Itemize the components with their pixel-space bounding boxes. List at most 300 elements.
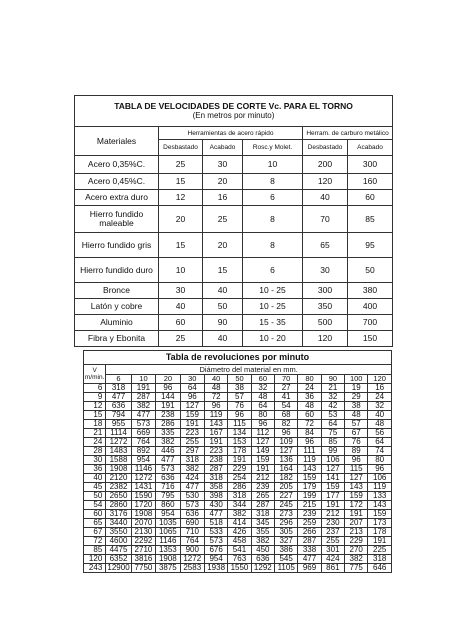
rpm-value: 573 xyxy=(156,465,180,474)
rpm-value: 1272 xyxy=(131,474,155,483)
rpm-value: 119 xyxy=(368,483,392,492)
rpm-value: 414 xyxy=(228,519,251,528)
speed-value: 30 xyxy=(303,258,348,283)
rpm-value: 199 xyxy=(298,492,321,501)
rpm-value: 573 xyxy=(131,420,155,429)
rpm-value: 74 xyxy=(368,447,392,456)
rpm-value: 136 xyxy=(275,456,298,465)
speed-value: 200 xyxy=(303,156,348,174)
speed-value: 150 xyxy=(348,331,393,347)
rpm-value: 84 xyxy=(298,429,321,438)
rpm-value: 80 xyxy=(368,456,392,465)
rpm-value: 54 xyxy=(275,402,298,411)
rpm-value: 127 xyxy=(275,447,298,456)
rpm-value: 382 xyxy=(251,537,274,546)
diameter-header: Diámetro del material en mm. xyxy=(106,365,392,375)
rpm-value: 159 xyxy=(180,411,204,420)
rpm-value: 177 xyxy=(321,492,344,501)
rpm-row xyxy=(84,411,392,420)
rpm-value: 382 xyxy=(228,510,251,519)
rpm-value: 1353 xyxy=(156,546,180,555)
cutting-speed-table xyxy=(74,95,393,347)
rpm-value: 40 xyxy=(368,411,392,420)
diameter-value: 100 xyxy=(345,375,368,384)
rpm-value: 223 xyxy=(180,429,204,438)
material-name: Acero extra duro xyxy=(75,190,159,206)
rpm-value: 212 xyxy=(251,474,274,483)
rpm-value: 32 xyxy=(368,402,392,411)
rpm-value: 710 xyxy=(180,528,204,537)
diameter-value: 10 xyxy=(131,375,155,384)
speed-value: 15 xyxy=(159,233,203,258)
material-row xyxy=(75,233,393,258)
material-name: Latón y cobre xyxy=(75,299,159,315)
rpm-value: 255 xyxy=(180,438,204,447)
rpm-value: 764 xyxy=(131,438,155,447)
speed-value: 300 xyxy=(348,156,393,174)
speed-value: 400 xyxy=(348,299,393,315)
rpm-value: 636 xyxy=(180,510,204,519)
rpm-value: 96 xyxy=(368,465,392,474)
rpm-value: 1114 xyxy=(106,429,131,438)
rpm-value: 60 xyxy=(298,411,321,420)
rpm-value: 2650 xyxy=(106,492,131,501)
speed-value: 40 xyxy=(203,331,243,347)
cutting-speed-table-title xyxy=(75,96,393,127)
rpm-value: 178 xyxy=(368,528,392,537)
diameter-value: 6 xyxy=(106,375,131,384)
speed-value: 380 xyxy=(348,283,393,299)
rpm-value: 153 xyxy=(228,438,251,447)
cutting-speed: 45 xyxy=(84,483,106,492)
rpm-value: 541 xyxy=(228,546,251,555)
rpm-value: 2070 xyxy=(131,519,155,528)
rpm-value: 205 xyxy=(275,483,298,492)
rpm-value: 860 xyxy=(156,501,180,510)
rpm-value: 179 xyxy=(298,483,321,492)
rpm-value: 48 xyxy=(251,393,274,402)
rpm-value: 19 xyxy=(345,384,368,393)
rpm-value: 287 xyxy=(298,537,321,546)
cutting-speed: 72 xyxy=(84,537,106,546)
rpm-value: 477 xyxy=(156,456,180,465)
rpm-value: 646 xyxy=(368,564,392,573)
rpm-value: 518 xyxy=(204,519,227,528)
material-name: Fibra y Ebonita xyxy=(75,331,159,347)
material-row xyxy=(75,315,393,331)
diameter-value: 80 xyxy=(298,375,321,384)
rpm-value: 159 xyxy=(251,456,274,465)
rpm-value: 239 xyxy=(298,510,321,519)
rpm-value: 4600 xyxy=(106,537,131,546)
rpm-row xyxy=(84,555,392,564)
rpm-value: 225 xyxy=(368,546,392,555)
rpm-value: 318 xyxy=(204,474,227,483)
rpm-value: 182 xyxy=(275,474,298,483)
rpm-value: 477 xyxy=(204,510,227,519)
rpm-value: 238 xyxy=(156,411,180,420)
diameter-value: 50 xyxy=(228,375,251,384)
rpm-value: 1105 xyxy=(275,564,298,573)
cutting-speed: 24 xyxy=(84,438,106,447)
cutting-speed: 12 xyxy=(84,402,106,411)
speed-value: 10 xyxy=(159,258,203,283)
diameter-value: 20 xyxy=(156,375,180,384)
rpm-value: 775 xyxy=(345,564,368,573)
rpm-row xyxy=(84,429,392,438)
rpm-value: 794 xyxy=(106,411,131,420)
speed-column-header: V m/min. xyxy=(84,365,106,384)
cutting-speed: 60 xyxy=(84,510,106,519)
rpm-value: 96 xyxy=(345,456,368,465)
rpm-value: 2120 xyxy=(106,474,131,483)
rpm-value: 72 xyxy=(204,393,227,402)
rpm-value: 1908 xyxy=(156,555,180,564)
rpm-value: 212 xyxy=(321,510,344,519)
rpm-value: 141 xyxy=(321,474,344,483)
rpm-value: 32 xyxy=(321,393,344,402)
rpm-value: 99 xyxy=(321,447,344,456)
rpm-value: 111 xyxy=(298,447,321,456)
rpm-value: 1035 xyxy=(156,519,180,528)
rpm-value: 266 xyxy=(298,528,321,537)
rpm-value: 143 xyxy=(368,501,392,510)
rpm-value: 892 xyxy=(131,447,155,456)
rpm-value: 430 xyxy=(204,501,227,510)
rpm-value: 954 xyxy=(204,555,227,564)
table-title: TABLA DE VELOCIDADES DE CORTE Vc. PARA EL TORNO xyxy=(114,101,353,111)
rpm-value: 229 xyxy=(228,465,251,474)
speed-value: 20 xyxy=(159,206,203,233)
rpm-value: 382 xyxy=(131,402,155,411)
rpm-value: 144 xyxy=(156,393,180,402)
rpm-value: 106 xyxy=(321,456,344,465)
rpm-value: 223 xyxy=(204,447,227,456)
rpm-value: 36 xyxy=(298,393,321,402)
rpm-value: 12900 xyxy=(107,563,130,572)
rpm-value: 64 xyxy=(321,420,344,429)
rpm-value: 382 xyxy=(156,438,180,447)
speed-value: 8 xyxy=(243,174,303,190)
rpm-value: 1272 xyxy=(106,438,131,447)
rpm-value: 229 xyxy=(345,537,368,546)
rpm-value: 344 xyxy=(228,501,251,510)
rpm-value: 149 xyxy=(251,447,274,456)
rpm-value: 215 xyxy=(298,501,321,510)
speed-value: 15 - 35 xyxy=(243,315,303,331)
column-header: Desbastado xyxy=(159,140,203,156)
speed-value: 6 xyxy=(243,190,303,206)
rpm-value: 669 xyxy=(131,429,155,438)
rpm-value: 270 xyxy=(345,546,368,555)
speed-value: 50 xyxy=(203,299,243,315)
rpm-row xyxy=(84,564,392,573)
material-row xyxy=(75,174,393,190)
material-name: Bronce xyxy=(75,283,159,299)
rpm-row xyxy=(84,483,392,492)
rpm-value: 96 xyxy=(156,384,180,393)
rpm-value: 24 xyxy=(368,393,392,402)
cutting-speed: 6 xyxy=(84,384,106,393)
speed-value: 60 xyxy=(159,315,203,331)
rpm-value: 7750 xyxy=(131,564,155,573)
material-row xyxy=(75,299,393,315)
rpm-value: 72 xyxy=(298,420,321,429)
rpm-row xyxy=(84,474,392,483)
rpm-value: 382 xyxy=(180,465,204,474)
rpm-value: 424 xyxy=(321,555,344,564)
rpm-value: 76 xyxy=(345,438,368,447)
rpm-value: 32 xyxy=(251,384,274,393)
rpm-value: 64 xyxy=(368,438,392,447)
rpm-value: 80 xyxy=(251,411,274,420)
rpm-value: 3816 xyxy=(131,555,155,564)
rpm-value: 690 xyxy=(180,519,204,528)
cutting-speed: 50 xyxy=(84,492,106,501)
rpm-value: 27 xyxy=(275,384,298,393)
rpm-value: 955 xyxy=(106,420,131,429)
rpm-value: 42 xyxy=(321,402,344,411)
rpm-value: 296 xyxy=(275,519,298,528)
speed-value: 30 xyxy=(203,156,243,174)
speed-value: 60 xyxy=(348,190,393,206)
speed-value: 500 xyxy=(303,315,348,331)
rpm-value: 143 xyxy=(298,465,321,474)
rpm-value: 191 xyxy=(131,384,155,393)
rpm-value: 53 xyxy=(321,411,344,420)
rpm-value: 230 xyxy=(321,519,344,528)
rpm-value: 48 xyxy=(368,420,392,429)
rpm-value: 239 xyxy=(251,483,274,492)
rpm-value: 1908 xyxy=(131,510,155,519)
rpm-value: 318 xyxy=(106,384,131,393)
rpm-value: 191 xyxy=(204,438,227,447)
cutting-speed: 21 xyxy=(84,429,106,438)
rpm-value: 191 xyxy=(228,456,251,465)
rpm-value: 386 xyxy=(275,546,298,555)
rpm-value: 173 xyxy=(368,519,392,528)
rpm-value: 446 xyxy=(156,447,180,456)
rpm-value: 245 xyxy=(275,501,298,510)
material-name: Hierro fundido gris xyxy=(75,233,159,258)
material-row xyxy=(75,156,393,174)
speed-value: 30 xyxy=(159,283,203,299)
rpm-value: 1908 xyxy=(106,465,131,474)
material-name: Aluminio xyxy=(75,315,159,331)
speed-value: 95 xyxy=(348,233,393,258)
rpm-row xyxy=(84,402,392,411)
rpm-value: 191 xyxy=(180,420,204,429)
speed-value: 120 xyxy=(303,174,348,190)
rpm-value: 259 xyxy=(298,519,321,528)
rpm-value: 48 xyxy=(345,411,368,420)
rpm-value: 143 xyxy=(345,483,368,492)
rpm-value: 954 xyxy=(156,510,180,519)
rpm-row xyxy=(84,519,392,528)
cutting-speed: 85 xyxy=(84,546,106,555)
rpm-value: 82 xyxy=(275,420,298,429)
rpm-value: 57 xyxy=(345,420,368,429)
rpm-value: 3875 xyxy=(156,564,180,573)
rpm-row xyxy=(84,528,392,537)
cutting-speed: 28 xyxy=(84,447,106,456)
rpm-value: 573 xyxy=(204,537,227,546)
rpm-value: 969 xyxy=(298,564,321,573)
cutting-speed: 67 xyxy=(84,528,106,537)
rpm-value: 477 xyxy=(180,483,204,492)
rpm-value: 676 xyxy=(204,546,227,555)
diameter-value: 40 xyxy=(204,375,227,384)
rpm-value: 301 xyxy=(321,546,344,555)
rpm-value: 56 xyxy=(368,429,392,438)
diameter-value: 120 xyxy=(368,375,392,384)
cutting-speed: 9 xyxy=(84,393,106,402)
rpm-table-title: Tabla de revoluciones por minuto xyxy=(84,351,392,365)
rpm-value: 2292 xyxy=(131,537,155,546)
rpm-value: 287 xyxy=(251,501,274,510)
rpm-value: 89 xyxy=(345,447,368,456)
hss-tools-header: Herramientas de acero rápido xyxy=(159,127,303,140)
rpm-value: 545 xyxy=(275,555,298,564)
rpm-table xyxy=(83,350,392,573)
rpm-value: 1720 xyxy=(131,501,155,510)
rpm-row xyxy=(84,384,392,393)
speed-value: 300 xyxy=(303,283,348,299)
column-header: Rosc.y Molet. xyxy=(243,140,303,156)
rpm-value: 900 xyxy=(180,546,204,555)
rpm-value: 68 xyxy=(275,411,298,420)
rpm-value: 64 xyxy=(251,402,274,411)
cutting-speed: 65 xyxy=(84,519,106,528)
rpm-value: 335 xyxy=(156,429,180,438)
rpm-value: 318 xyxy=(228,492,251,501)
materials-header: Materiales xyxy=(75,127,159,156)
rpm-value: 41 xyxy=(275,393,298,402)
rpm-value: 286 xyxy=(228,483,251,492)
speed-value: 25 xyxy=(159,156,203,174)
rpm-value: 127 xyxy=(251,438,274,447)
rpm-value: 1938 xyxy=(204,564,227,573)
rpm-row xyxy=(84,546,392,555)
rpm-value: 159 xyxy=(345,492,368,501)
diameter-value: 90 xyxy=(321,375,344,384)
rpm-value: 1550 xyxy=(228,564,251,573)
rpm-value: 287 xyxy=(204,465,227,474)
rpm-value: 75 xyxy=(321,429,344,438)
rpm-value: 1292 xyxy=(251,564,274,573)
table-subtitle: (En metros por minuto) xyxy=(192,111,275,120)
rpm-value: 119 xyxy=(204,411,227,420)
speed-value: 25 xyxy=(203,206,243,233)
speed-value: 8 xyxy=(243,233,303,258)
rpm-value: 115 xyxy=(228,420,251,429)
rpm-value: 450 xyxy=(251,546,274,555)
rpm-value: 38 xyxy=(228,384,251,393)
rpm-value: 48 xyxy=(298,402,321,411)
rpm-value: 2130 xyxy=(131,528,155,537)
rpm-value: 6352 xyxy=(106,555,131,564)
rpm-value: 115 xyxy=(345,465,368,474)
cutting-speed: 40 xyxy=(84,474,106,483)
rpm-value: 4475 xyxy=(106,546,131,555)
rpm-value: 954 xyxy=(131,456,155,465)
rpm-row xyxy=(84,393,392,402)
rpm-value: 287 xyxy=(131,393,155,402)
rpm-value: 477 xyxy=(131,411,155,420)
rpm-value: 16 xyxy=(368,384,392,393)
rpm-value: 96 xyxy=(275,429,298,438)
cutting-speed: 54 xyxy=(84,501,106,510)
cutting-speed: 15 xyxy=(84,411,106,420)
column-header: Desbastado xyxy=(303,140,348,156)
rpm-value: 318 xyxy=(251,510,274,519)
rpm-value: 67 xyxy=(345,429,368,438)
rpm-row xyxy=(84,510,392,519)
rpm-value: 164 xyxy=(275,465,298,474)
speed-value: 350 xyxy=(303,299,348,315)
rpm-value: 21 xyxy=(321,384,344,393)
speed-value: 70 xyxy=(303,206,348,233)
speed-value: 50 xyxy=(348,258,393,283)
rpm-value: 64 xyxy=(180,384,204,393)
cutting-speed: 120 xyxy=(84,555,106,564)
rpm-row xyxy=(84,537,392,546)
rpm-value: 345 xyxy=(251,519,274,528)
rpm-value: 338 xyxy=(298,546,321,555)
rpm-value: 127 xyxy=(321,465,344,474)
rpm-value: 3440 xyxy=(106,519,131,528)
column-header: Acabado xyxy=(348,140,393,156)
rpm-value: 143 xyxy=(204,420,227,429)
rpm-row xyxy=(84,456,392,465)
rpm-value: 1272 xyxy=(180,555,204,564)
speed-value: 40 xyxy=(159,299,203,315)
rpm-value: 398 xyxy=(204,492,227,501)
speed-value: 12 xyxy=(159,190,203,206)
rpm-value: 238 xyxy=(204,456,227,465)
rpm-value: 458 xyxy=(228,537,251,546)
rpm-value: 127 xyxy=(345,474,368,483)
rpm-value: 318 xyxy=(180,456,204,465)
speed-value: 16 xyxy=(203,190,243,206)
rpm-value: 861 xyxy=(321,564,344,573)
rpm-value: 318 xyxy=(368,555,392,564)
rpm-value: 96 xyxy=(251,420,274,429)
rpm-value: 96 xyxy=(204,402,227,411)
rpm-row xyxy=(84,465,392,474)
material-row xyxy=(75,258,393,283)
rpm-value: 237 xyxy=(321,528,344,537)
rpm-value: 29 xyxy=(345,393,368,402)
rpm-value: 1146 xyxy=(156,537,180,546)
rpm-value: 24 xyxy=(298,384,321,393)
speed-value: 15 xyxy=(203,258,243,283)
diameter-row xyxy=(84,375,392,384)
rpm-value: 172 xyxy=(345,501,368,510)
diameter-value: 30 xyxy=(180,375,204,384)
rpm-value: 133 xyxy=(368,492,392,501)
speed-value: 20 xyxy=(203,233,243,258)
rpm-value: 255 xyxy=(321,537,344,546)
rpm-value: 763 xyxy=(228,555,251,564)
rpm-value: 2583 xyxy=(180,564,204,573)
speed-value: 160 xyxy=(348,174,393,190)
rpm-value: 119 xyxy=(298,456,321,465)
rpm-value: 424 xyxy=(180,474,204,483)
speed-value: 90 xyxy=(203,315,243,331)
rpm-value: 530 xyxy=(180,492,204,501)
rpm-value: 636 xyxy=(156,474,180,483)
